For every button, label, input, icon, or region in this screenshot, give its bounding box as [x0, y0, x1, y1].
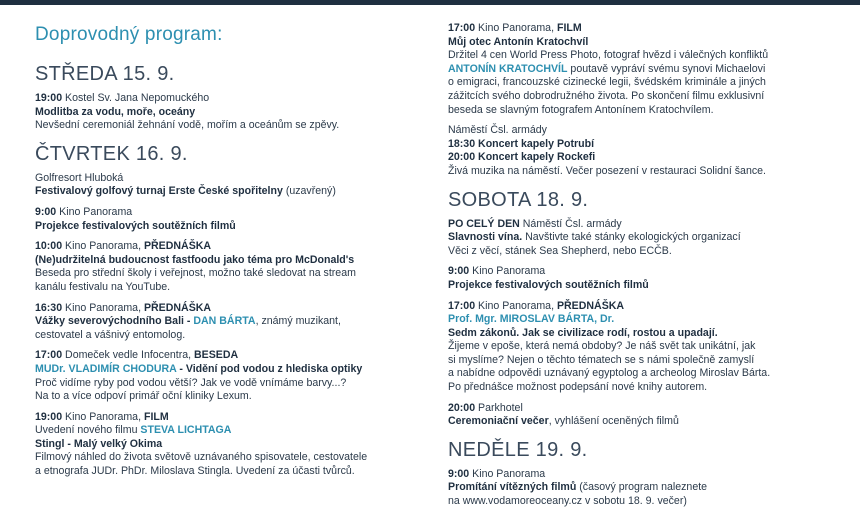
event-title: Ceremoniační večer: [448, 415, 549, 428]
event-note: (uzavřený): [282, 185, 336, 198]
event-desc-1: Beseda pro střední školy i veřejnost, možno také sledovat na stream: [35, 267, 356, 280]
event-time: 10:00: [35, 240, 63, 253]
event-place: Kostel Sv. Jana Nepomuckého: [62, 92, 210, 104]
event-desc-2: Věci z věcí, stánek Sea Shepherd, nebo ECČB.: [448, 244, 672, 257]
event-sat-2000: [448, 402, 848, 429]
event-title: Modlitba za vodu, moře, oceány: [35, 105, 196, 118]
right-column: [448, 22, 848, 516]
concert-title-1: Koncert kapely Potrubí: [475, 137, 595, 150]
event-wed-1900: [35, 92, 420, 133]
event-sat-allday: [448, 218, 848, 259]
day-heading-saturday: SOBOTA 18. 9.: [448, 188, 589, 211]
event-place: Kino Panorama,: [62, 301, 144, 314]
event-time: 17:00: [448, 299, 476, 312]
event-thu-1700-film: [448, 22, 848, 117]
event-title: Stingl - Malý velký Okima: [35, 437, 163, 450]
day-heading-wednesday: STŘEDA 15. 9.: [35, 63, 175, 85]
concert-time-1: 18:30: [448, 137, 476, 150]
event-golf: [35, 172, 420, 199]
event-place: Kino Panorama,: [475, 299, 557, 312]
top-bar: [0, 0, 860, 5]
event-thu-1000: [35, 240, 420, 294]
program-title: Doprovodný program:: [35, 24, 223, 45]
event-title: Vážky severovýchodního Bali -: [35, 315, 194, 328]
event-place: Kino Panorama,: [62, 410, 144, 423]
event-title: - Vidění pod vodou z hlediska optiky: [176, 362, 363, 375]
event-desc-2: Na to a více odpoví primář oční kliniky Lexum.: [35, 390, 252, 403]
event-title: Projekce festivalových soutěžních filmů: [448, 278, 649, 291]
event-desc-4: zážitcích svého dobrodružného života. Po skončení filmu exklusivní: [448, 89, 765, 102]
event-place: Domeček vedle Infocentra,: [62, 349, 195, 362]
event-desc-2: a etnografa JUDr. PhDr. Miloslava Stingla. Uvedení za účasti tvůrců.: [35, 465, 355, 478]
event-time: 16:30: [35, 301, 63, 314]
event-title: Můj otec Antonín Kratochvíl: [448, 35, 589, 48]
event-place: Kino Panorama: [469, 467, 546, 480]
event-person: STEVA LICHTAGA: [140, 424, 232, 437]
event-desc-2: kanálu festivalu na YouTube.: [35, 280, 171, 293]
event-desc-1: , známý muzikant,: [255, 315, 341, 328]
day-heading-sunday: NEDĚLE 19. 9.: [448, 438, 588, 461]
event-type: BESEDA: [194, 349, 239, 362]
day-heading-thursday: ČTVRTEK 16. 9.: [35, 142, 188, 165]
event-time: 20:00: [448, 401, 476, 414]
event-intro: Uvedení nového filmu: [35, 424, 141, 437]
event-thu-1900: [35, 411, 420, 479]
event-desc-1: Filmový náhled do života světově uznávaného spisovatele, cestovatele: [35, 451, 368, 464]
concert-time-2: 20:00: [448, 151, 476, 164]
event-title: Sedm zákonů. Jak se civilizace rodí, rostou a upadají.: [448, 326, 718, 339]
event-time: 9:00: [35, 205, 57, 218]
event-title: Festivalový golfový turnaj Erste České spořitelny: [35, 185, 283, 198]
event-type: PŘEDNÁŠKA: [143, 301, 212, 314]
event-title: (Ne)udržitelná budoucnost fastfoodu jako téma pro McDonald's: [35, 253, 355, 266]
event-place: Náměstí Čsl. armády: [448, 124, 547, 137]
event-sat-1700: [448, 300, 848, 395]
event-sat-0900: [448, 265, 848, 292]
event-type: FILM: [143, 410, 169, 423]
event-thu-1630: [35, 302, 420, 343]
event-place: Kino Panorama: [56, 205, 133, 218]
event-thu-1700: [35, 349, 420, 403]
event-type: PŘEDNÁŠKA: [143, 240, 212, 253]
event-time: 17:00: [448, 22, 476, 34]
event-desc-1: Držitel 4 cen World Press Photo, fotograf hvězd i válečných konfliktů: [448, 49, 769, 62]
event-time: PO CELÝ DEN: [448, 217, 520, 230]
event-time: 9:00: [448, 265, 470, 278]
left-column: [35, 14, 420, 486]
event-desc-1: Proč vidíme ryby pod vodou větší? Jak ve vodě vnímáme barvy...?: [35, 376, 347, 389]
event-desc-1: Navštivte také stánky ekologických organizací: [522, 231, 741, 244]
event-type: PŘEDNÁŠKA: [556, 299, 625, 312]
event-desc: Živá muzika na náměstí. Večer posezení v restauraci Solidní šance.: [448, 164, 766, 177]
event-time: 9:00: [448, 467, 470, 480]
event-desc: Nevšední ceremoniál žehnání vodě, mořím a oceánům se zpěvy.: [35, 119, 340, 132]
event-desc-3: a nabídne odpovědi uznávaný egyptolog a archeolog Miroslav Bárta.: [448, 367, 771, 380]
event-place: Kino Panorama,: [475, 22, 557, 34]
event-time: 17:00: [35, 349, 63, 362]
event-person: Prof. Mgr. MIROSLAV BÁRTA, Dr.: [448, 313, 615, 326]
concert-title-2: Koncert kapely Rockefi: [475, 151, 596, 164]
event-title: Slavnosti vína.: [448, 231, 523, 244]
event-title: Promítání vítězných filmů: [448, 481, 577, 494]
event-desc-3: o emigraci, francouzské cizinecké legii, švédském kriminále a jiných: [448, 76, 766, 89]
event-person: DAN BÁRTA: [193, 315, 256, 328]
event-sun-0900: [448, 468, 848, 509]
event-desc-1: Žijeme v epoše, která nemá obdoby? Je náš svět tak unikátní, jak: [448, 340, 756, 353]
event-desc-2: poutavě vypráví svému synovi Michaelovi: [567, 62, 766, 75]
event-place: Parkhotel: [475, 401, 523, 414]
event-desc-2: na www.vodamoreoceany.cz v sobotu 18. 9. večer): [448, 495, 687, 508]
event-time: 19:00: [35, 92, 63, 104]
event-desc-2: cestovatel a vášnivý entomolog.: [35, 328, 186, 341]
event-thu-0900: [35, 206, 420, 233]
event-desc-4: Po přednášce možnost podepsání nové knihy autorem.: [448, 381, 708, 394]
event-time: 19:00: [35, 410, 63, 423]
event-person: ANTONÍN KRATOCHVÍL: [448, 62, 568, 75]
event-desc-5: beseda se slavným fotografem Antonínem Kratochvílem.: [448, 103, 714, 116]
event-place: Kino Panorama,: [62, 240, 144, 253]
event-desc-1: (časový program naleznete: [576, 481, 708, 494]
event-type: FILM: [556, 22, 582, 34]
event-place: Golfresort Hluboká: [35, 171, 124, 184]
event-concerts: [448, 124, 848, 178]
event-person: MUDr. VLADIMÍR CHODURA: [35, 362, 177, 375]
event-place: Náměstí Čsl. armády: [519, 217, 622, 230]
event-desc-2: si myslíme? Nejen o těchto tématech se s námi společně zamyslí: [448, 353, 755, 366]
event-title: Projekce festivalových soutěžních filmů: [35, 219, 236, 232]
event-desc: , vyhlášení oceněných filmů: [548, 415, 679, 428]
event-place: Kino Panorama: [469, 265, 546, 278]
